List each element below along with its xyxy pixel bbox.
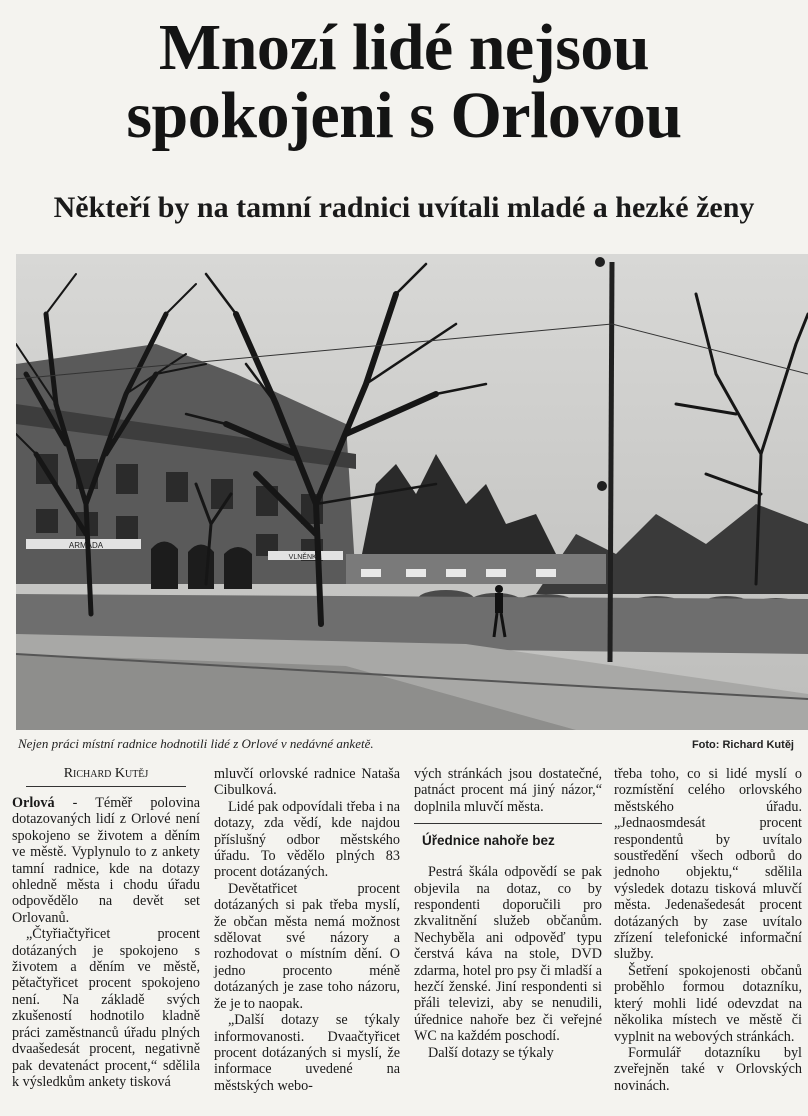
paragraph-col3-2: Pestrá škála odpovědí se pak objevila na dotaz, co by respondenti doporučili pro zkvalitnění služeb občanům. Nechyběla ani odpověď typu čerstvá káva na stole, DVD zdarma, hotel pro psy či mladší a hezčí ženské. Jiní respondenti si přáli televizi, aby se nenudili, úřednice nahoře bez či veřejné WC na každém poschodí. [414, 864, 602, 1045]
section-heading: Úřednice nahoře bez [422, 833, 555, 849]
paragraph-col3-1: vých stránkách jsou dostatečné, patnáct procent má jiný názor,“ doplnila mluvčí města. [414, 766, 602, 815]
dateline-place: Orlová [12, 795, 55, 811]
article-photo [16, 254, 808, 730]
paragraph-col4-1: třeba toho, co si lidé myslí o rozmístění celého orlovského městského úřadu. „Jednaosmdesát procent respondentů by uvítalo soustředění všech odborů do jednoho objektu,“ sdělila výsledek dotazu tisková mluvčí města. Jedenašedesát procent dotázaných by zase uvítalo zřízení telefonické informační služby. [614, 766, 802, 963]
paragraph-intro-text: - Téměř polovina dotazovaných lidí z Orlové není spokojeno se životem a děním ve městě. Vyplynulo to z ankety tamní radnice, kde na dotazy ohledně města i chodu úřadu odpovědělo na devět set Orlovanů. [12, 795, 200, 926]
section-divider [414, 823, 602, 824]
paragraph-quote-1: „Čtyřiačtyřicet procent dotázaných je spokojeno s životem a děním ve městě, pětačtyřicet procent spokojeno není. Na základě svých zkušeností hodnotilo kladně práci zaměstnanců úřadu plných dvaašedesát procent, negativně pak devatenáct procent,“ sdělila k výsledkům ankety tisková [12, 926, 200, 1090]
shop-sign-left: ARMADA [68, 541, 104, 550]
article-column-4 [614, 766, 802, 1094]
paragraph-col2-4: „Další dotazy se týkaly informovanosti. Dvaačtyřicet procent dotázaných si myslí, že informace uvedené na městských webo- [214, 1012, 400, 1094]
paragraph-col2-3: Devětatřicet procent dotázaných si pak třeba myslí, že občan města nemá možnost sdělovat své názory a rozhodovat o místním dění. O jedno procento méně dotázaných je zase toho názoru, že je to naopak. [214, 880, 400, 1012]
paragraph-col4-3: Formulář dotazníku byl zveřejněn také v Orlovských novinách. [614, 1044, 802, 1094]
byline: Richard Kutěj [26, 766, 186, 787]
paragraph-col4-2: Šetření spokojenosti občanů proběhlo formou dotazníku, který mohli lidé odevzdat na několika místech ve městě či vyplnit na webových stránkách. [614, 962, 802, 1045]
subheadline: Někteří by na tamní radnici uvítali mladé a hezké ženy [53, 191, 755, 224]
headline-line-2: spokojeni s Orlovou [126, 79, 682, 152]
photo-credit: Foto: Richard Kutěj [691, 739, 794, 751]
paragraph-col2-2: Lidé pak odpovídali třeba i na dotazy, zda vědí, kde najdou příslušný odbor městského úřadu. To vědělo plných 83 procent dotázaných. [214, 798, 400, 881]
article-column-3 [414, 766, 602, 1061]
article-column-1 [12, 766, 200, 1090]
headline-line-1: Mnozí lidé nejsou [158, 11, 650, 84]
article-column-2 [214, 766, 400, 1094]
paragraph-col3-3: Další dotazy se týkaly [428, 1044, 554, 1061]
headline [0, 11, 808, 152]
photo-caption: Nejen práci místní radnice hodnotili lidé z Orlové v nedávné anketě. [18, 736, 374, 751]
shop-sign-center: VLNĚNKA [288, 554, 322, 561]
town-square-photo-illustration [16, 254, 808, 730]
paragraph-col2-1: mluvčí orlovské radnice Nataša Cibulková. [214, 766, 400, 799]
paragraph-intro [12, 795, 200, 926]
